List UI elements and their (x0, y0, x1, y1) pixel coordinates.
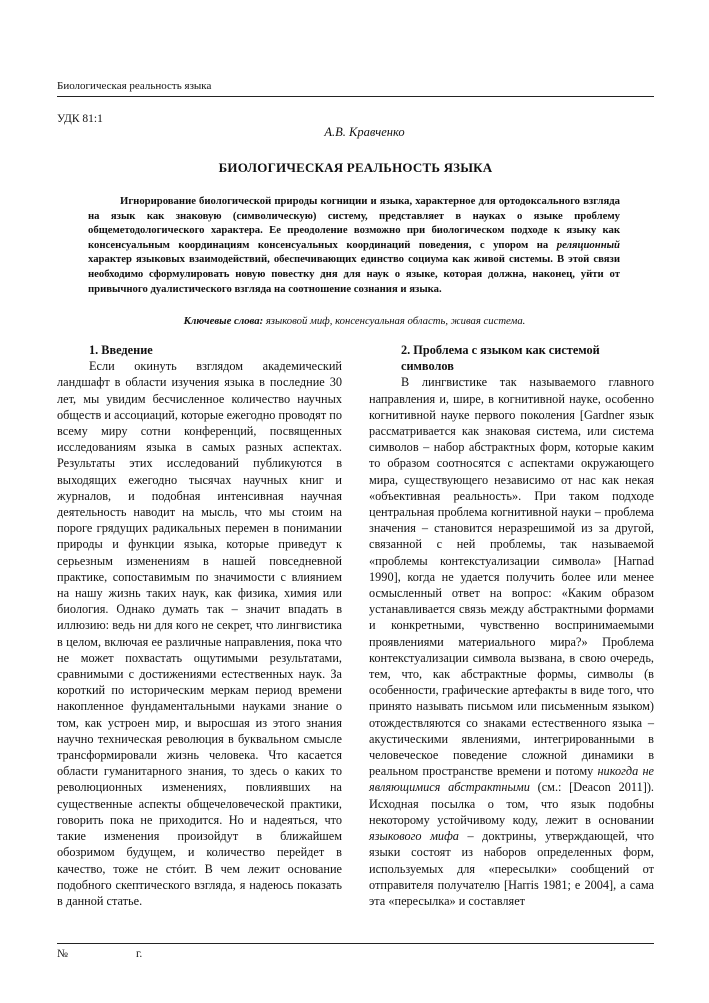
running-header: Биологическая реальность языка (57, 80, 212, 92)
section-2-heading: 2. Проблема с языком как системой символов (401, 343, 600, 374)
right-column (369, 342, 654, 909)
section-2-text-2: (см.: [Deacon 2011]). Исходная посылка о том, что язык подобны некоторому устойчивому коду, лежит в основании (369, 780, 654, 827)
keywords (0, 315, 709, 327)
abstract-part-1: Игнорирование биологической природы когниции и языка, характерное для ортодоксального взгляда на язык как знаковую (символическую) систему, представляет в науках о языке проблему общеметодологического характера. Ее преодоление возможно при биологическом подходе к языку как консенсуальным координациям консенсуальных координаций поведения, с упором на (88, 195, 620, 251)
section-2-text-3: – доктрины, утверждающей, что языки состоят из наборов определенных форм, используемых для «пересылки» сообщений от отправителя получателю [Harris 1981; е 2004], а сама эта «пересылка» и составляет (369, 829, 654, 908)
footer-number-sign: № (57, 948, 68, 960)
section-1-heading: 1. Введение (89, 343, 153, 357)
abstract-part-2: характер языковых взаимодействий, обеспечивающих единство социума как живой системы. В этой связи необходимо сформулировать новую повестку дня для наук о языке, которая должна, наконец, уйти от привычного дуалистического взгляда на соотношение сознания и языка. (88, 253, 620, 295)
header-rule (57, 96, 654, 97)
section-2-text (369, 374, 654, 909)
abstract (88, 194, 620, 296)
section-1-text: Если окинуть взглядом академический ландшафт в области изучения языка в последние 30 лет, мы увидим бесчисленное количество научных обществ и ассоциаций, которые ежегодно проводят по всему миру сотни конференций, посвященных исследованиям языка в самых разных аспектах. Результаты этих исследований публикуются в выходящих ежегодно тысячах научных книг и журналов, и подобная интенсивная научная деятельность наводит на мысль, что мы стоим на пороге грядущих радикальных перемен в понимании природы и функции языка, которые приведут к серьезным изменениям в нашей повседневной практике, сопоставимым по значимости с влиянием на нашу жизнь таких наук, как физика, химия или биология. Однако думать так – значит впадать в иллюзию: ведь ни для кого не секрет, что лингвистика в целом, включая ее различные направления, пока что не может похвастать ощутимыми результатами, сравнимыми с достижениями естественных наук. За короткий по историческим меркам период времени накопленное фундаментальными науками знание о том, как устроен мир, и выросшая из этого знания научно техническая революция в буквальном смысле трансформировали жизнь человека. Что касается области гуманитарного знания, то здесь о каких то революционных изменениях, повлиявших на существенные аспекты общечеловеческой практики, говорить пока не приходится. Но и надеяться, что такие изменения произойдут в ближайшем обозримом будущем, и количество перейдет в качество, тоже не стóит. В чем лежит основание подобного скептического взгляда, я надеюсь показать в данной статье. (57, 359, 343, 908)
author-name: А.В. Кравченко (324, 125, 405, 139)
section-2-italic-2: языкового мифа (369, 829, 459, 844)
footer-rule (57, 943, 654, 944)
keywords-value: языковой миф, консенсуальная область, живая система. (263, 315, 526, 327)
keywords-label: Ключевые слова: (183, 315, 264, 327)
left-column (57, 342, 342, 909)
udk-code: УДК 81:1 (57, 113, 103, 125)
footer-year-suffix: г. (136, 948, 143, 960)
section-2-italic-1: никогда не являющимися абстрактными (369, 764, 655, 795)
article-title: БИОЛОГИЧЕСКАЯ РЕАЛЬНОСТЬ ЯЗЫКА (218, 160, 493, 175)
abstract-italic-term: реляционный (556, 238, 620, 251)
section-2-text-1: В лингвистике так называемого главного направления и, шире, в когнитивной науке, особенно когнитивной науке первого поколения [Gardner язык рассматривается как знаковая система, или система символов – набор абстрактных форм, которые каким то образом соотносятся с аспектами окружающего мира, существующего независимо от нас как некая «объективная реальность». При таком подходе центральная проблема когнитивной науки – проблема значения – становится неразрешимой из за другой, связанной с ней проблемы, так называемой «проблемы контекстуализации символа» [Harnad 1990], когда не удается получить более или менее осмысленный ответ на вопрос: «Каким образом устанавливается связь между абстрактными формами и конкретными, чувственно воспринимаемыми проявлениями материального мира?» Проблема контекстуализации символа вызвана, в свою очередь, тем, что, как абстрактные формы, символы (в особенности, графические артефакты в виде того, что принято называть письмом или письменным языком) отождествляются со знаками естественного языка – акустическими явлениями, интегрированными в человеческое поведение сложной динамики в реальном пространстве времени и потому (369, 375, 654, 779)
